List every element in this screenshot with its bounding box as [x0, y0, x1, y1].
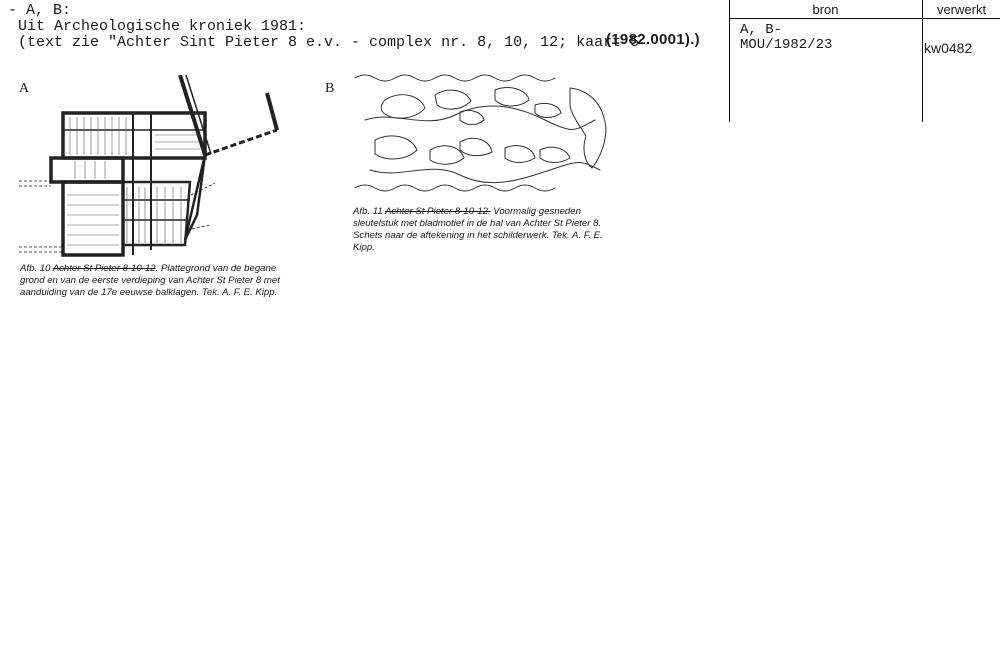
figure-a-caption-text: . Plattegrond van de begane grond en van de eerste verdieping van Achter St Pieter 8 met aanduiding van de 17e eeuwse balklagen. Tek. A. F. E. Kipp. — [20, 263, 280, 298]
figure-a-caption — [20, 263, 290, 299]
figure-b-caption-label: Afb. 11 — [353, 206, 383, 217]
leaf-border-bottom — [355, 185, 555, 191]
leaf-11 — [540, 147, 570, 162]
figure-a-caption-struck: Achter St Pieter 8-10-12 — [52, 263, 156, 274]
table-left-border — [729, 0, 730, 122]
leaf-9 — [460, 138, 492, 155]
leaf-8 — [430, 146, 464, 164]
figure-b-caption — [353, 206, 619, 254]
leaf-10 — [505, 146, 535, 163]
leaf-3 — [460, 110, 484, 124]
header-line-2: Uit Archeologische kroniek 1981: — [18, 18, 307, 35]
table-column-divider — [922, 0, 923, 122]
leaf-7 — [375, 136, 417, 159]
figure-b-letter: B — [325, 81, 335, 96]
leaf-motif-sketch — [345, 70, 615, 200]
verwerkt-value: kw0482 — [924, 40, 973, 56]
column-header-verwerkt: verwerkt — [936, 2, 987, 17]
leaf-1 — [381, 95, 425, 119]
plan-wall-diagonal — [180, 75, 205, 155]
leaf-border-top — [355, 75, 555, 81]
figure-b-caption-text: Voormalig gesneden sleutelstuk met bladmotief in de hal van Achter St Pieter 8. Schets naar de aftekening in het schilderwerk. Tek. A. F. E. Kipp. — [353, 206, 603, 253]
header-line-3: (text zie "Achter Sint Pieter 8 e.v. - complex nr. 8, 10, 12; kaart 5 — [18, 34, 640, 51]
figure-b-caption-struck: Achter St Pieter 8-10-12. — [385, 206, 491, 217]
column-header-bron: bron — [812, 2, 839, 17]
table-header-rule — [729, 18, 1000, 19]
reference-number: (1982.0001).) — [606, 31, 700, 48]
plan-lower-block — [63, 182, 123, 255]
leaf-2 — [435, 90, 471, 109]
bron-value-line-1: A, B- — [740, 22, 783, 38]
leaf-6 — [570, 88, 606, 168]
bron-value-line-2: MOU/1982/23 — [740, 37, 833, 53]
leaf-5 — [535, 103, 561, 117]
floor-plan-drawing — [15, 75, 300, 260]
figure-a-caption-label: Afb. 10 — [20, 263, 51, 274]
leaf-4 — [495, 88, 529, 106]
header-line-1: - A, B: — [8, 2, 72, 19]
figure-a-letter: A — [19, 81, 30, 96]
